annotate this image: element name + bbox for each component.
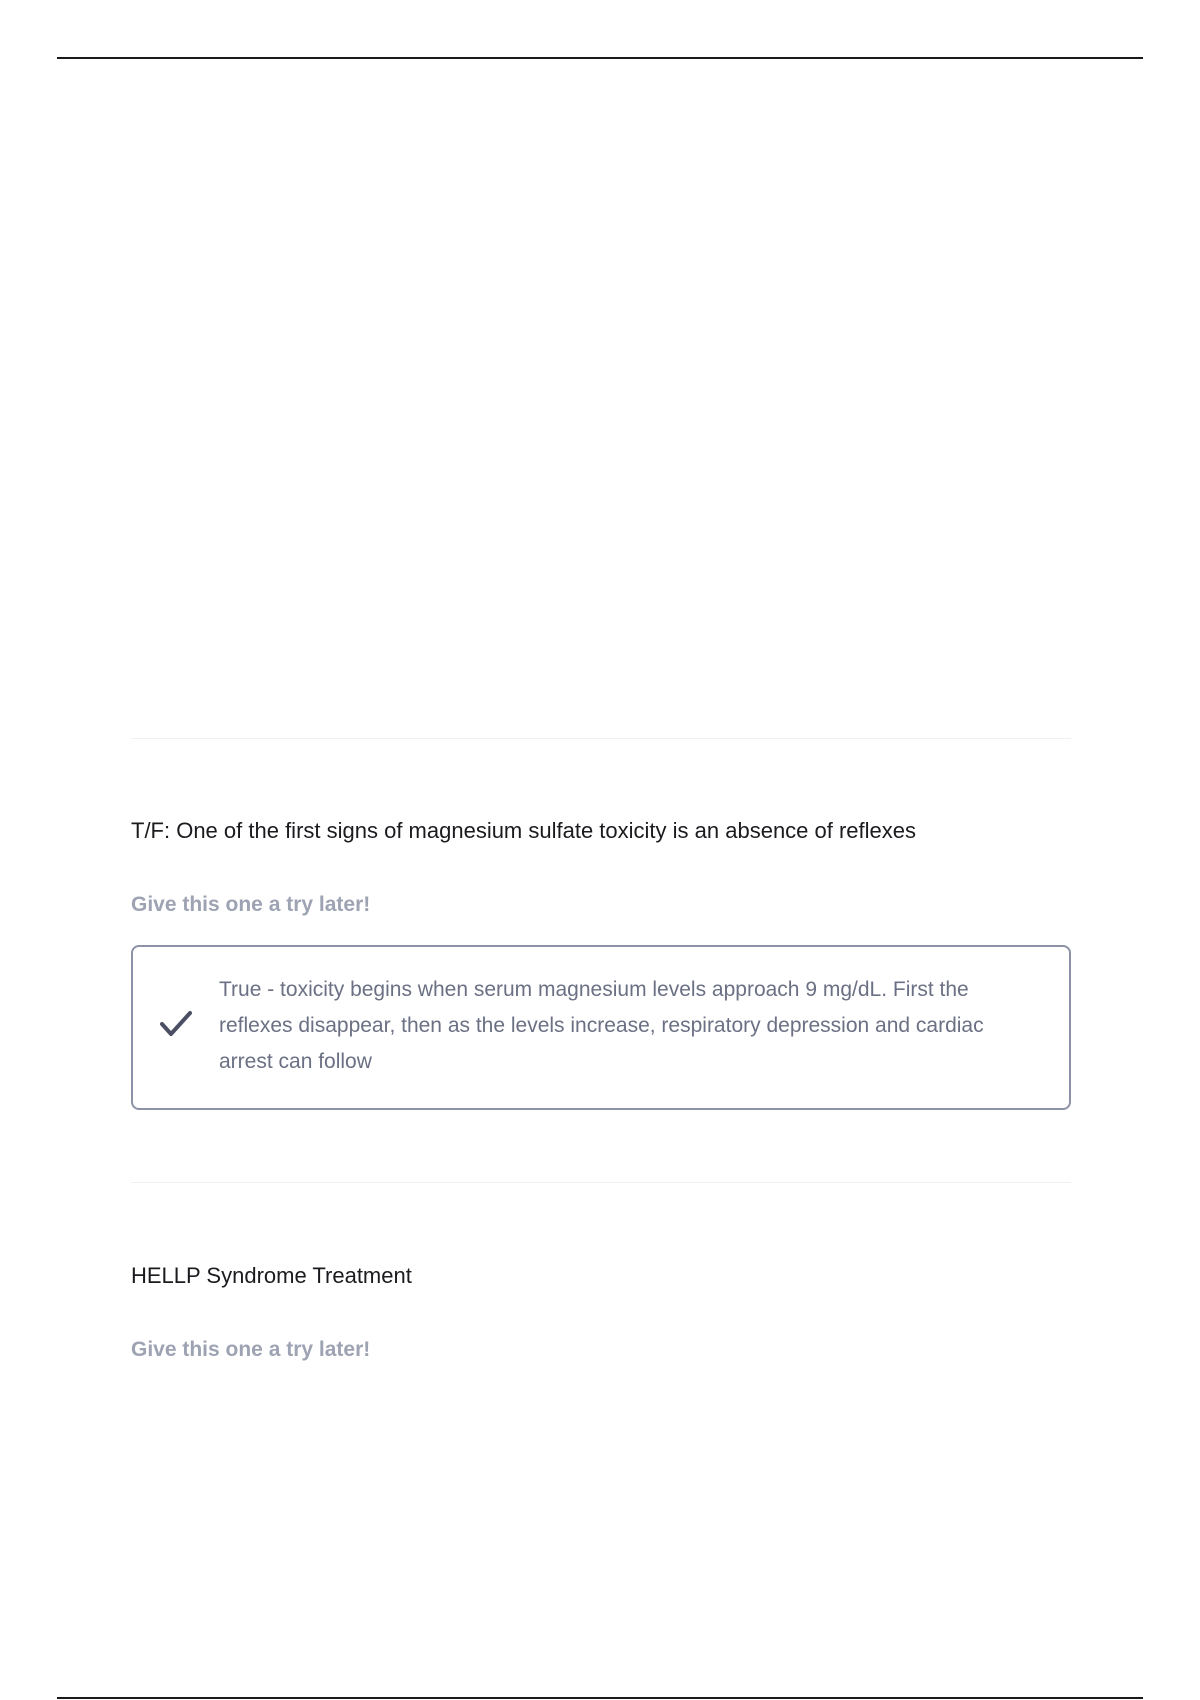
check-icon (159, 1009, 193, 1039)
answer-text: True - toxicity begins when serum magnesium levels approach 9 mg/dL. First the reflexes disappear, then as the levels increase, respiratory depression and cardiac arrest can follow (219, 978, 984, 1073)
section-divider (131, 738, 1071, 739)
section-divider (131, 1182, 1071, 1183)
page-top-rule (57, 57, 1143, 59)
question-text: HELLP Syndrome Treatment (131, 1263, 412, 1288)
status-label: Give this one a try later! (131, 1338, 371, 1361)
flashcard-hellp-treatment[interactable] (131, 1262, 1071, 1364)
question-text: T/F: One of the first signs of magnesium sulfate toxicity is an absence of reflexes (131, 818, 917, 843)
answer-box[interactable] (131, 945, 1071, 1110)
status-label: Give this one a try later! (131, 893, 371, 916)
flashcard-magnesium-toxicity[interactable] (131, 817, 1071, 1110)
page-bottom-rule (57, 1697, 1143, 1699)
